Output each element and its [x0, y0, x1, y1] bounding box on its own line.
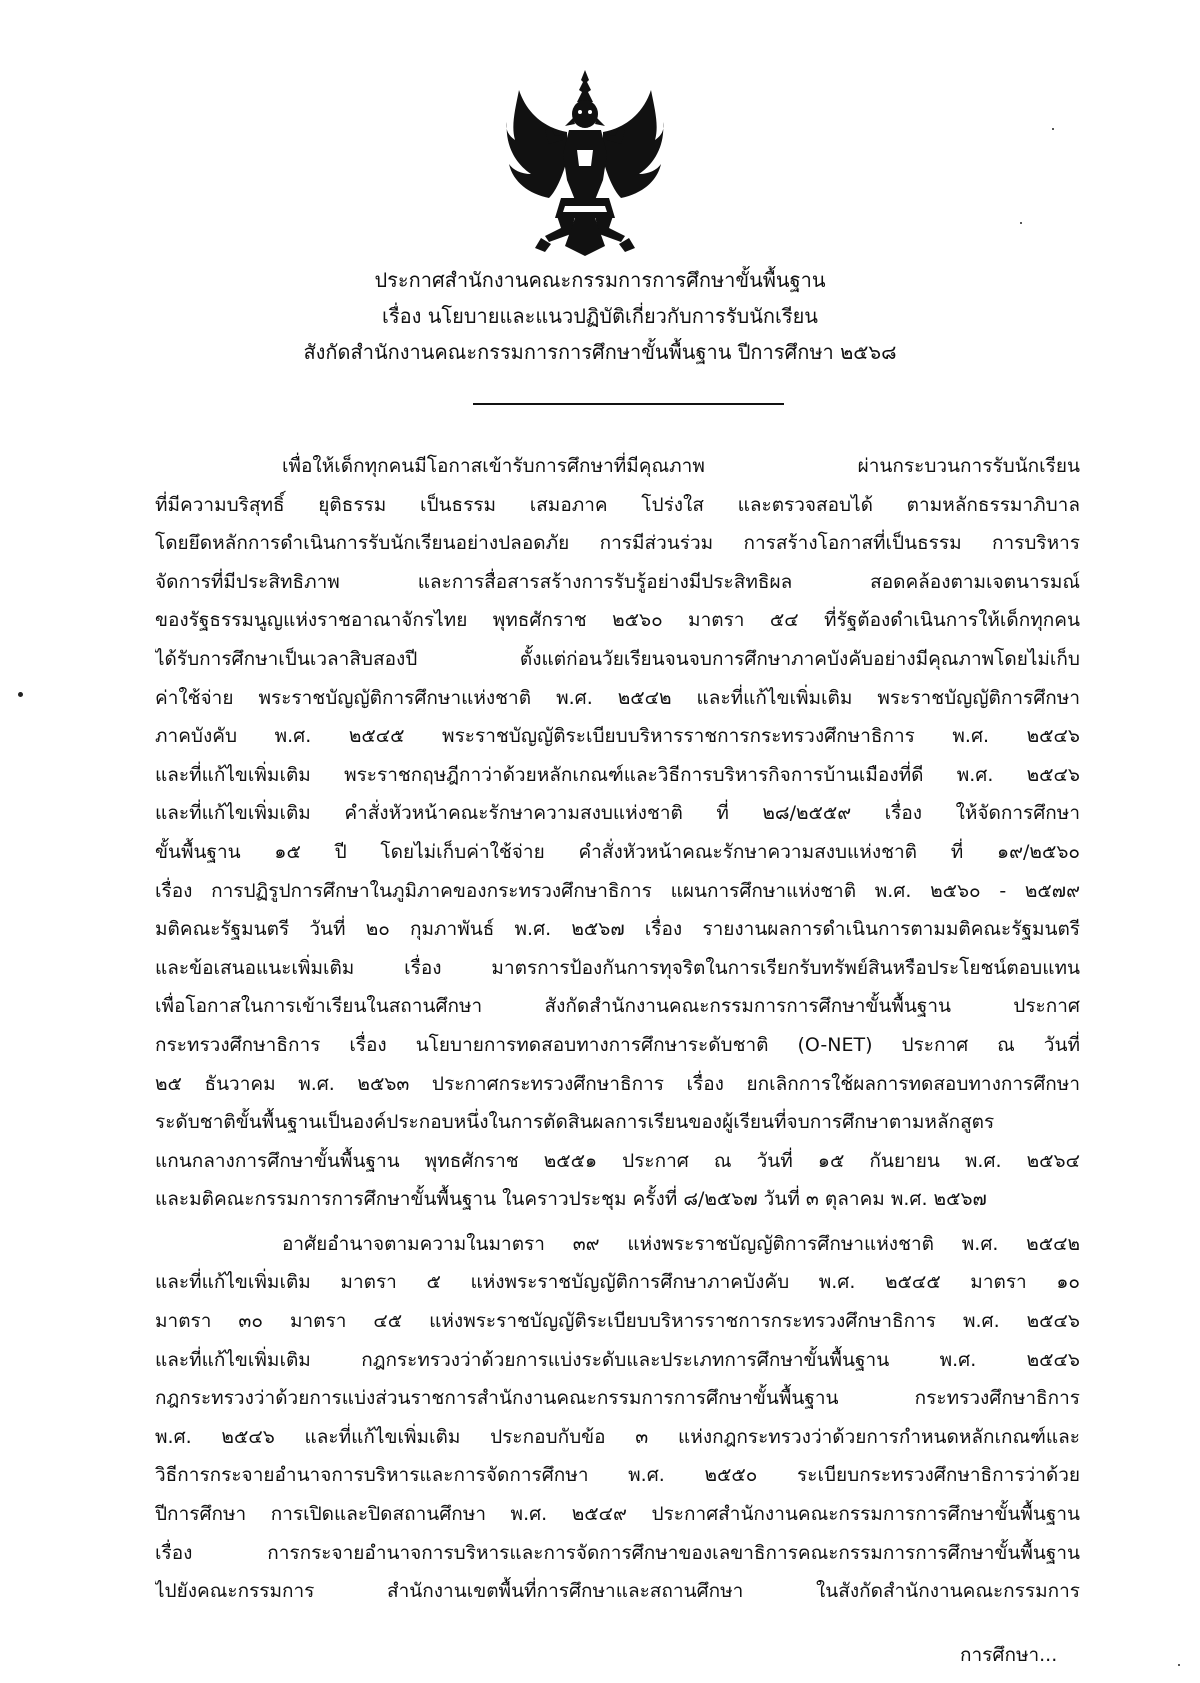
- paragraph-line: กฎกระทรวงว่าด้วยการแบ่งส่วนราชการสำนักงานคณะกรรมการการศึกษาขั้นพื้นฐาน กระทรวงศึกษาธิการ: [155, 1387, 1080, 1410]
- continuation-marker: การศึกษา...: [960, 1644, 1058, 1666]
- paragraph-line: และที่แก้ไขเพิ่มเติม คำสั่งหัวหน้าคณะรักษาความสงบแห่งชาติ ที่ ๒๘/๒๕๕๙ เรื่อง ให้จัดการศึกษา: [155, 802, 1080, 825]
- scan-speck: [18, 692, 23, 697]
- paragraph-line: ค่าใช้จ่าย พระราชบัญญัติการศึกษาแห่งชาติ พ.ศ. ๒๕๔๒ และที่แก้ไขเพิ่มเติม พระราชบัญญัติการศึกษา: [155, 686, 1080, 709]
- paragraph-line: โดยยึดหลักการดำเนินการรับนักเรียนอย่างปลอดภัย การมีส่วนร่วม การสร้างโอกาสที่เป็นธรรม การบริหาร: [155, 532, 1080, 555]
- title-line-1: ประกาศสำนักงานคณะกรรมการการศึกษาขั้นพื้นฐาน: [374, 268, 826, 292]
- paragraph-line: ปีการศึกษา การเปิดและปิดสถานศึกษา พ.ศ. ๒๕๔๙ ประกาศสำนักงานคณะกรรมการการศึกษาขั้นพื้นฐาน: [155, 1503, 1080, 1526]
- paragraph-line: ไปยังคณะกรรมการ สำนักงานเขตพื้นที่การศึกษาและสถานศึกษา ในสังกัดสำนักงานคณะกรรมการ: [155, 1580, 1080, 1603]
- paragraph-line: และที่แก้ไขเพิ่มเติม พระราชกฤษฎีกาว่าด้วยหลักเกณฑ์และวิธีการบริหารกิจการบ้านเมืองที่ดี พ.ศ. ๒๕๔๖: [155, 763, 1080, 786]
- paragraph-line: มาตรา ๓๐ มาตรา ๔๕ แห่งพระราชบัญญัติระเบียบบริหารราชการกระทรวงศึกษาธิการ พ.ศ. ๒๕๔๖: [155, 1310, 1080, 1333]
- paragraph-line: ของรัฐธรรมนูญแห่งราชอาณาจักรไทย พุทธศักราช ๒๕๖๐ มาตรา ๕๔ ที่รัฐต้องดำเนินการให้เด็กทุกคน: [155, 609, 1080, 632]
- paragraph-line: เพื่อให้เด็กทุกคนมีโอกาสเข้ารับการศึกษาที่มีคุณภาพ ผ่านกระบวนการรับนักเรียน: [282, 455, 1080, 477]
- title-line-3: สังกัดสำนักงานคณะกรรมการการศึกษาขั้นพื้นฐาน ปีการศึกษา ๒๕๖๘: [303, 340, 897, 364]
- paragraph-line: และที่แก้ไขเพิ่มเติม กฎกระทรวงว่าด้วยการแบ่งระดับและประเภทการศึกษาขั้นพื้นฐาน พ.ศ. ๒๕๔๖: [155, 1348, 1080, 1371]
- garuda-emblem: [505, 70, 665, 256]
- announcement-title: [0, 262, 1200, 370]
- paragraph-line: ระดับชาติขั้นพื้นฐานเป็นองค์ประกอบหนึ่งในการตัดสินผลการเรียนของผู้เรียนที่จบการศึกษาตามหลักสูตร: [155, 1111, 995, 1134]
- paragraph-line: ๒๕ ธันวาคม พ.ศ. ๒๕๖๓ ประกาศกระทรวงศึกษาธิการ เรื่อง ยกเลิกการใช้ผลการทดสอบทางการศึกษา: [155, 1072, 1080, 1095]
- paragraph-line: พ.ศ. ๒๕๔๖ และที่แก้ไขเพิ่มเติม ประกอบกับข้อ ๓ แห่งกฎกระทรวงว่าด้วยการกำหนดหลักเกณฑ์และ: [155, 1425, 1080, 1448]
- paragraph-line: จัดการที่มีประสิทธิภาพ และการสื่อสารสร้างการรับรู้อย่างมีประสิทธิผล สอดคล้องตามเจตนารมณ์: [155, 570, 1080, 593]
- paragraph-2: [155, 1225, 1080, 1611]
- paragraph-line: ภาคบังคับ พ.ศ. ๒๕๔๕ พระราชบัญญัติระเบียบบริหารราชการกระทรวงศึกษาธิการ พ.ศ. ๒๕๔๖: [155, 725, 1080, 748]
- title-divider: [473, 403, 784, 405]
- paragraph-line: เพื่อโอกาสในการเข้าเรียนในสถานศึกษา สังกัดสำนักงานคณะกรรมการการศึกษาขั้นพื้นฐาน ประกาศ: [155, 995, 1080, 1018]
- paragraph-line: และมติคณะกรรมการการศึกษาขั้นพื้นฐาน ในคราวประชุม ครั้งที่ ๘/๒๕๖๗ วันที่ ๓ ตุลาคม พ.ศ. ๒๕๖๗: [155, 1188, 987, 1211]
- paragraph-line: มติคณะรัฐมนตรี วันที่ ๒๐ กุมภาพันธ์ พ.ศ. ๒๕๖๗ เรื่อง รายงานผลการดำเนินการตามมติคณะรัฐมนตรี: [155, 918, 1080, 941]
- paragraph-line: แกนกลางการศึกษาขั้นพื้นฐาน พุทธศักราช ๒๕๕๑ ประกาศ ณ วันที่ ๑๕ กันยายน พ.ศ. ๒๕๖๔: [155, 1149, 1080, 1172]
- paragraph-line: เรื่อง การกระจายอำนาจการบริหารและการจัดการศึกษาของเลขาธิการคณะกรรมการการศึกษาขั้นพื้นฐาน: [155, 1541, 1080, 1564]
- paragraph-line: ได้รับการศึกษาเป็นเวลาสิบสองปี ตั้งแต่ก่อนวัยเรียนจนจบการศึกษาภาคบังคับอย่างมีคุณภาพโดยไม่เก็บ: [155, 647, 1080, 670]
- paragraph-line: เรื่อง การปฏิรูปการศึกษาในภูมิภาคของกระทรวงศึกษาธิการ แผนการศึกษาแห่งชาติ พ.ศ. ๒๕๖๐ - ๒๕๗๙: [155, 879, 1080, 902]
- paragraph-line: และที่แก้ไขเพิ่มเติม มาตรา ๕ แห่งพระราชบัญญัติการศึกษาภาคบังคับ พ.ศ. ๒๕๔๕ มาตรา ๑๐: [155, 1271, 1080, 1294]
- announcement-body: [155, 447, 1080, 1611]
- paragraph-line: ที่มีความบริสุทธิ์ ยุติธรรม เป็นธรรม เสมอภาค โปร่งใส และตรวจสอบได้ ตามหลักธรรมาภิบาล: [155, 493, 1080, 516]
- scan-speck: [1020, 222, 1022, 224]
- paragraph-line: กระทรวงศึกษาธิการ เรื่อง นโยบายการทดสอบทางการศึกษาระดับชาติ (O-NET) ประกาศ ณ วันที่: [155, 1033, 1080, 1056]
- scan-speck: [1052, 128, 1054, 130]
- scan-speck: [1178, 1664, 1180, 1666]
- paragraph-line: อาศัยอำนาจตามความในมาตรา ๓๙ แห่งพระราชบัญญัติการศึกษาแห่งชาติ พ.ศ. ๒๕๔๒: [282, 1232, 1080, 1255]
- paragraph-line: วิธีการกระจายอำนาจการบริหารและการจัดการศึกษา พ.ศ. ๒๕๕๐ ระเบียบกระทรวงศึกษาธิการว่าด้วย: [155, 1464, 1080, 1487]
- title-line-2: เรื่อง นโยบายและแนวปฏิบัติเกี่ยวกับการรับนักเรียน: [382, 304, 818, 328]
- paragraph-1: [155, 447, 1080, 1219]
- paragraph-line: ขั้นพื้นฐาน ๑๕ ปี โดยไม่เก็บค่าใช้จ่าย คำสั่งหัวหน้าคณะรักษาความสงบแห่งชาติ ที่ ๑๙/๒๕๖๐: [155, 840, 1080, 863]
- paragraph-line: และข้อเสนอแนะเพิ่มเติม เรื่อง มาตรการป้องกันการทุจริตในการเรียกรับทรัพย์สินหรือประโยชน์ตอบแทน: [155, 956, 1080, 979]
